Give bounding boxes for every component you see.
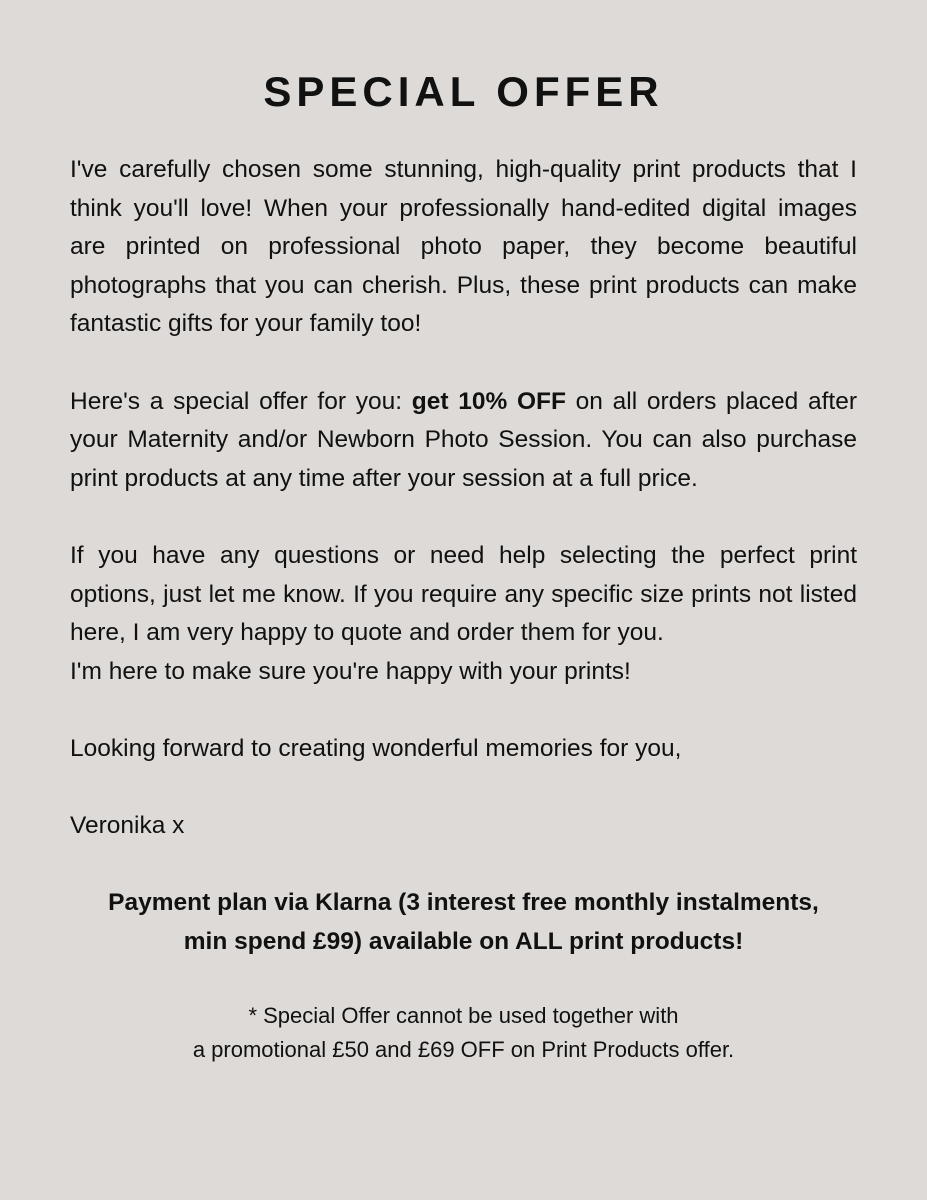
happy-line: I'm here to make sure you're happy with your prints!: [70, 657, 631, 685]
offer-paragraph: [70, 383, 857, 499]
klarna-line-2: min spend £99) available on ALL print products!: [183, 927, 744, 955]
page-title: SPECIAL OFFER: [263, 68, 664, 115]
footnote-line-1: * Special Offer cannot be used together with: [248, 1003, 679, 1029]
offer-text-after: on all orders placed after your Maternity and/or Newborn Photo Session. You can also purchase print products at any time after your session at a full price.: [70, 387, 857, 492]
offer-footnote: [70, 999, 857, 1067]
klarna-payment-note: [70, 884, 857, 961]
footnote-line-2: a promotional £50 and £69 OFF on Print Products offer.: [192, 1037, 735, 1063]
intro-paragraph: I've carefully chosen some stunning, high-quality print products that I think you'll love! When your professionally hand-edited digital images are printed on professional photo paper, they become beautiful photographs that you can cherish. Plus, these print products can make fantastic gifts for your family too!: [70, 156, 857, 338]
offer-text-before: Here's a special offer for you:: [70, 387, 412, 415]
klarna-line-1: Payment plan via Klarna (3 interest free monthly instalments,: [108, 889, 819, 917]
questions-paragraph: If you have any questions or need help selecting the perfect print options, just let me know. If you require any specific size prints not listed here, I am very happy to quote and order them for you.: [70, 541, 857, 647]
closing-line: Looking forward to creating wonderful memories for you,: [70, 734, 682, 762]
discount-highlight: get 10% OFF: [411, 387, 566, 415]
signature: Veronika x: [70, 812, 185, 840]
